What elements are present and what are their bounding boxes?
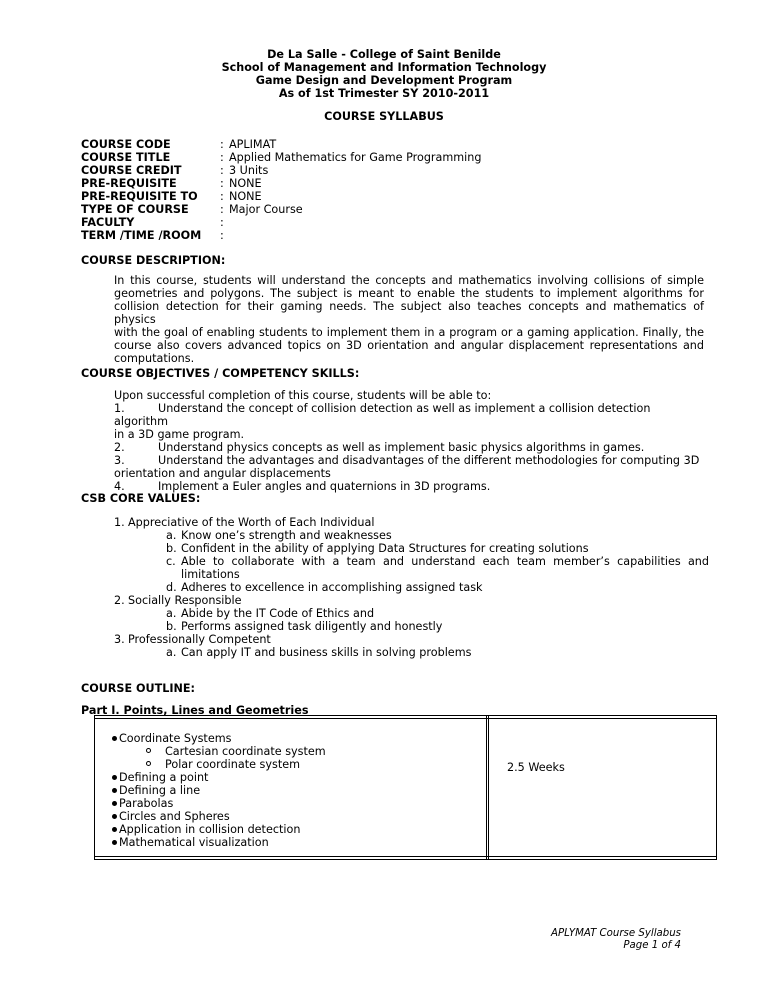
outline-table: Coordinate Systems Cartesian coordinate system Polar coordinate system Defining a point Defining a line Parabolas Circles and Spheres Application in collision detection Mathematical visualization 2.5 Weeks bbox=[94, 715, 717, 860]
bullet-icon bbox=[112, 801, 117, 806]
core-value-number: 3. bbox=[114, 633, 125, 646]
subitem-marker: b. bbox=[166, 542, 177, 555]
description-line: course also covers advanced topics on 3D orientation and angular displacement representations and bbox=[114, 339, 704, 352]
info-value: NONE bbox=[229, 190, 262, 203]
objective-number: 4. bbox=[114, 480, 125, 493]
core-value-item bbox=[114, 516, 709, 529]
ring-bullet-icon bbox=[146, 761, 151, 766]
subitem-text: Performs assigned task diligently and honestly bbox=[181, 620, 443, 633]
institution-name: De La Salle - College of Saint Benilde bbox=[267, 48, 501, 61]
info-colon: : bbox=[220, 151, 224, 164]
core-value-text: Professionally Competent bbox=[128, 633, 271, 646]
info-value: 3 Units bbox=[229, 164, 269, 177]
objective-item bbox=[114, 441, 704, 454]
core-value-item bbox=[114, 594, 709, 607]
subitem-marker: a. bbox=[166, 607, 177, 620]
description-line: computations. bbox=[114, 352, 195, 365]
description-line: with the goal of enabling students to implement them in a program or a gaming application. Finally, the bbox=[114, 326, 704, 339]
description-line: geometries and polygons. The subject is meant to enable the students to implement algorithms for bbox=[114, 287, 704, 300]
bullet-icon bbox=[112, 814, 117, 819]
core-value-subitem bbox=[114, 607, 709, 620]
description-line: In this course, students will understand the concepts and mathematics involving collisions of simple bbox=[114, 274, 704, 287]
info-value: Applied Mathematics for Game Programming bbox=[229, 151, 482, 164]
bullet-icon bbox=[112, 775, 117, 780]
program-name: Game Design and Development Program bbox=[255, 74, 513, 87]
info-label: COURSE CODE bbox=[81, 138, 171, 151]
info-value: Major Course bbox=[229, 203, 303, 216]
core-value-text: Socially Responsible bbox=[128, 594, 242, 607]
bullet-icon bbox=[112, 827, 117, 832]
subitem-continuation: limitations bbox=[181, 568, 240, 581]
objective-number: 1. bbox=[114, 402, 125, 415]
core-value-subitem bbox=[114, 542, 709, 555]
core-value-subitem bbox=[114, 646, 709, 659]
objective-item bbox=[114, 480, 704, 493]
core-value-number: 1. bbox=[114, 516, 125, 529]
subitem-marker: a. bbox=[166, 529, 177, 542]
objective-text: Implement a Euler angles and quaternions in 3D programs. bbox=[158, 480, 491, 493]
objective-number: 2. bbox=[114, 441, 125, 454]
info-label: TERM /TIME /ROOM bbox=[81, 229, 202, 242]
info-colon: : bbox=[220, 177, 224, 190]
core-values-heading: CSB CORE VALUES: bbox=[81, 492, 201, 505]
info-label: PRE-REQUISITE TO bbox=[81, 190, 198, 203]
table-double-rule-top bbox=[95, 718, 716, 719]
description-heading: COURSE DESCRIPTION: bbox=[81, 254, 226, 267]
table-column-divider bbox=[486, 716, 489, 859]
objectives-intro: Upon successful completion of this course, students will be able to: bbox=[114, 389, 492, 402]
description-paragraph bbox=[114, 274, 704, 365]
bullet-icon bbox=[112, 840, 117, 845]
core-value-subitem bbox=[114, 581, 709, 594]
footer-title: APLYMAT Course Syllabus bbox=[551, 928, 681, 939]
info-colon: : bbox=[220, 216, 224, 229]
info-colon: : bbox=[220, 229, 224, 242]
info-label: TYPE OF COURSE bbox=[81, 203, 189, 216]
subitem-marker: c. bbox=[166, 555, 176, 568]
part-title: Part I. Points, Lines and Geometries bbox=[81, 704, 309, 717]
page-footer bbox=[551, 928, 681, 952]
description-line: collision detection for their gaming needs. The subject also teaches concepts and mathematics of physics bbox=[114, 300, 704, 326]
subitem-marker: d. bbox=[166, 581, 177, 594]
info-colon: : bbox=[220, 203, 224, 216]
subitem-text: Adheres to excellence in accomplishing assigned task bbox=[181, 581, 483, 594]
objective-text: Understand physics concepts as well as implement basic physics algorithms in games. bbox=[158, 441, 645, 454]
core-value-subitem bbox=[114, 555, 709, 568]
objective-continuation: orientation and angular displacements bbox=[114, 467, 331, 480]
info-colon: : bbox=[220, 190, 224, 203]
subitem-text: Know one’s strength and weaknesses bbox=[181, 529, 392, 542]
document-header bbox=[0, 48, 768, 100]
core-value-subitem bbox=[114, 620, 709, 633]
info-label: COURSE CREDIT bbox=[81, 164, 182, 177]
syllabus-title: COURSE SYLLABUS bbox=[324, 110, 444, 123]
ring-bullet-icon bbox=[146, 748, 151, 753]
info-colon: : bbox=[220, 164, 224, 177]
objectives-heading: COURSE OBJECTIVES / COMPETENCY SKILLS: bbox=[81, 367, 360, 380]
core-value-number: 2. bbox=[114, 594, 125, 607]
objective-continuation: in a 3D game program. bbox=[114, 428, 245, 441]
subitem-text: Abide by the IT Code of Ethics and bbox=[181, 607, 375, 620]
subitem-marker: a. bbox=[166, 646, 177, 659]
core-values-list bbox=[114, 516, 709, 659]
core-value-subitem-continuation bbox=[114, 568, 709, 581]
objectives-list bbox=[114, 389, 704, 493]
info-value: APLIMAT bbox=[229, 138, 277, 151]
table-double-rule-bottom bbox=[95, 856, 716, 857]
subitem-text: Able to collaborate with a team and understand each team member’s capabilities and bbox=[181, 555, 709, 568]
school-name: School of Management and Information Technology bbox=[221, 61, 547, 74]
core-value-text: Appreciative of the Worth of Each Individual bbox=[128, 516, 375, 529]
footer-page-number: Page 1 of 4 bbox=[623, 940, 681, 951]
duration-cell: 2.5 Weeks bbox=[507, 761, 565, 774]
info-colon: : bbox=[220, 138, 224, 151]
bullet-icon bbox=[112, 788, 117, 793]
objective-item bbox=[114, 402, 704, 428]
info-value: NONE bbox=[229, 177, 262, 190]
info-label: PRE-REQUISITE bbox=[81, 177, 177, 190]
outline-heading: COURSE OUTLINE: bbox=[81, 682, 196, 695]
subitem-text: Can apply IT and business skills in solving problems bbox=[181, 646, 472, 659]
info-label: FACULTY bbox=[81, 216, 135, 229]
objective-item bbox=[114, 454, 704, 467]
info-label: COURSE TITLE bbox=[81, 151, 171, 164]
objective-text: Understand the concept of collision detection as well as implement a collision detection algorithm bbox=[114, 402, 651, 428]
term-date: As of 1st Trimester SY 2010-2011 bbox=[278, 87, 490, 100]
subitem-marker: b. bbox=[166, 620, 177, 633]
bullet-icon bbox=[112, 736, 117, 741]
subitem-text: Confident in the ability of applying Data Structures for creating solutions bbox=[181, 542, 589, 555]
core-value-item bbox=[114, 633, 709, 646]
core-value-subitem bbox=[114, 529, 709, 542]
objective-text: Understand the advantages and disadvantages of the different methodologies for computing 3D bbox=[158, 454, 700, 467]
objective-number: 3. bbox=[114, 454, 125, 467]
